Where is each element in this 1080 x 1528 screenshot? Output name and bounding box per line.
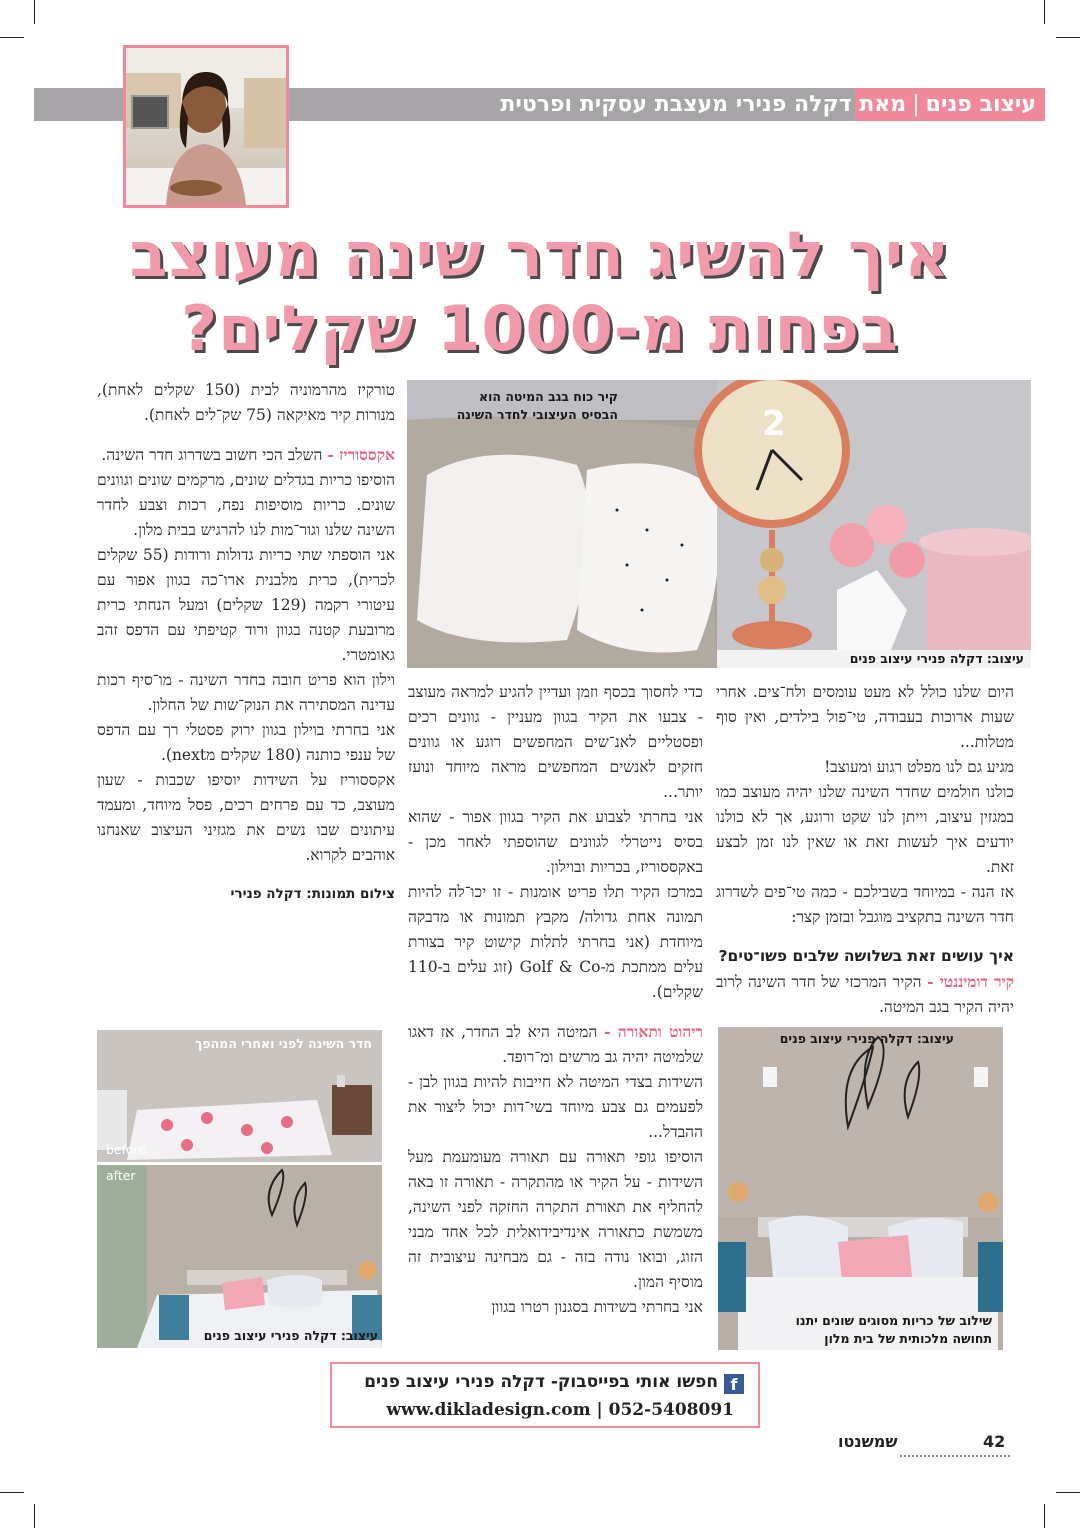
right-photo-design-credit: עיצוב: דקלה פנירי עיצוב פנים [779,1031,954,1046]
middle-para-6: אני בחרתי בשידות בסגנון רטרו בגוון [491,1298,703,1316]
facebook-line [364,1372,744,1394]
crop-mark [34,0,35,24]
crop-mark [1056,1492,1080,1493]
crop-mark [1044,0,1045,24]
right-para-3: כולנו חולמים שחדר השינה שלנו יהיה מעוצב כמו במגזין עיצוב, וייתן לנו שקט ורוגע, אך לא כולנו יודעים איך לעשות זאת או שאין לנו זמן לבצע זאת. [716,783,1014,876]
crop-mark [0,37,24,38]
middle-para-3: במרכז הקיר תלו פריט אומנות - זו יכו־לה להיות תמונה אחת גדולה/ מקבץ תמונות או מדבקה מיוחדת (אני בחרתי לתלות קישוט קיר בצורת עלים ממתכת מ-Golf & Co (זוג עלים ב-110 שקלים). [408,883,703,1001]
step-1-text: הקיר המרכזי של חדר השינה לרוב יהיה הקיר בגב המיטה. [716,973,1014,1016]
top-photo-caption: קיר כוח בגב המיטה הוא הבסיס העיצובי לחדר השינה [456,389,618,422]
website-phone-line[interactable]: www.dikladesign.com | 052-5408091 [386,1400,734,1420]
facebook-text[interactable]: חפשו אותי בפייסבוק- דקלה פנירי עיצוב פנים [364,1372,718,1392]
column-right [716,680,1014,1020]
top-photo-design-credit: עיצוב: דקלה פנירי עיצוב פנים [849,651,1024,666]
middle-para-2: אני בחרתי לצבוע את הקיר בגוון אפור - שהוא בסיס נייטרלי לגוונים שהוספתי לאחר מכן - באקססוריז, בכריות ובוילון. [408,808,703,876]
header-text [500,88,1036,121]
step-1-label: קיר דומיננטי - [927,972,1014,991]
middle-para-5: הוסיפו גופי תאורה עם תאורה מעומעמת מעל השידות - על הקיר או מהתקרה - תאורה זו באה להחליף את תאורת התקרה החזקה לפני השינה, משמשת כתאורה אינדיבידואלית לכל אחד מבני הזוג, ובואו נודה בזה - גם מבחינה עיצובית זה מוסיף המון. [408,1148,703,1291]
section-label: עיצוב פנים [925,92,1036,117]
author-portrait [123,45,289,208]
contact-box [330,1362,760,1428]
steps-subhead: איך עושים זאת בשלושה שלבים פשו־טים? [718,947,1014,965]
step-2-label: ריהוט ותאורה - [604,1022,703,1041]
right-para-4: אז הנה - במיוחד בשבילכם - כמה טי־פים לשדרוג חדר השינה בתקציב מוגבל ובזמן קצר: [716,883,1014,926]
right-photo-caption: שילוב של כריות מסוגים שונים יתנו תחושה מלכותית של בית מלון [795,1313,992,1346]
author-byline: מאת דקלה פנירי מעצבת עסקית ופרטית [500,92,907,117]
headline [60,218,1020,366]
middle-para-4: השידות בצדי המיטה לא חייבות להיות בגוון לבן - לפעמים גם צבע מיוחד בשי־דות יכול ליצור את ההבדל... [408,1073,703,1141]
step-3-text: השלב הכי חשוב בשדרוג חדר השינה. [101,446,328,464]
after-photo-design-credit: עיצוב: דקלה פנירי עיצוב פנים [203,1328,378,1343]
crop-mark [1044,1504,1045,1528]
svg-text:2: 2 [762,404,786,444]
publication-name: שמשנטו [838,1432,898,1451]
column-middle [408,680,703,1320]
crop-mark [0,1492,24,1493]
left-para-4: וילון הוא פריט חובה בחדר השינה - מו־סיף רכות עדינה המסתירה את הנוק־שות של החלון. [97,671,395,714]
photo-credit: צילום תמונות: דקלה פנירי [230,886,395,902]
before-after-title: חדר השינה לפני ואחרי המהפך [195,1036,372,1051]
left-para-1: טורקיז מהרמוניה לבית (150 שקלים לאחת), מנורות קיר מאיקאה (75 שק־לים לאחת). [97,381,395,424]
left-para-2: הוסיפו כריות בגדלים שונים, מרקמים שונים וגוונים שונים. כריות מוסיפות נפח, רכות וצבע לחדר השינה שלנו וגור־מות לנו להרגיש בבית מלון. [97,471,395,539]
right-para-1: היום שלנו כולל לא מעט עומסים ולח־צים. אחרי שעות ארוכות בעבודה, טי־פול בילדים, ואין סוף מטלות... [716,683,1014,751]
column-left [97,378,395,907]
step-2-para [408,1019,703,1070]
before-label: before [106,1142,147,1157]
page-number: 42 [983,1432,1006,1451]
step-2-text: המיטה היא לב החדר, אז דאגו שלמיטה יהיה גב מרשים ומ־רופד. [408,1023,703,1066]
after-label: after [106,1168,136,1183]
step-3-para [97,442,395,468]
bedroom-pillows-photo [718,1027,1003,1350]
right-para-2: מגיע גם לנו מפלט רגוע ומעוצב! [824,758,1014,776]
left-para-6: אקססוריז על השידות יוסיפו שכבות - שעון מעוצב, כד עם פרחים רכים, פסל מיוחד, ומעמד עיתונים שבו נשים את מגזיני העיצוב שאנחנו אוהבים לקרוא. [97,771,395,864]
left-para-3: אני הוספתי שתי כריות גדולות ורודות (55 שקלים לכרית), כרית מלבנית ארו־כה בגוון אפור עם עיטורי רקמה (129 שקלים) ומעל הנחתי כרית מרובעת קטנה בגוון ורוד קטיפתי עם הדפס זהב גאומטרי. [97,546,395,664]
middle-para-1: כדי לחסוך בכסף וזמן ועדיין להגיע למראה מעוצב - צבעו את הקיר בגוון מעניין - גוונים רכים ופסטליים לאנ־שים המחפשים רוגע או גוונים חזקים לאנשים המחפשים מראה מיוחד ונועז יותר... [408,683,703,801]
crop-mark [34,1504,35,1528]
step-1-para [716,969,1014,1020]
left-para-5: אני בחרתי בוילון בגוון ירוק פסטלי רך עם הדפס של ענפי כותנה (180 שקלים מnext). [97,721,395,764]
folio-divider [900,1455,1010,1457]
crop-mark [1056,37,1080,38]
step-3-label: אקססוריז - [327,445,395,464]
headline-line-2: בפחות מ-1000 שקלים? [181,292,899,365]
headline-line-1: איך להשיג חדר שינה מעוצב [129,218,951,291]
after-photo [97,1165,382,1348]
header-separator: | [912,92,920,117]
facebook-icon: f [724,1374,744,1394]
